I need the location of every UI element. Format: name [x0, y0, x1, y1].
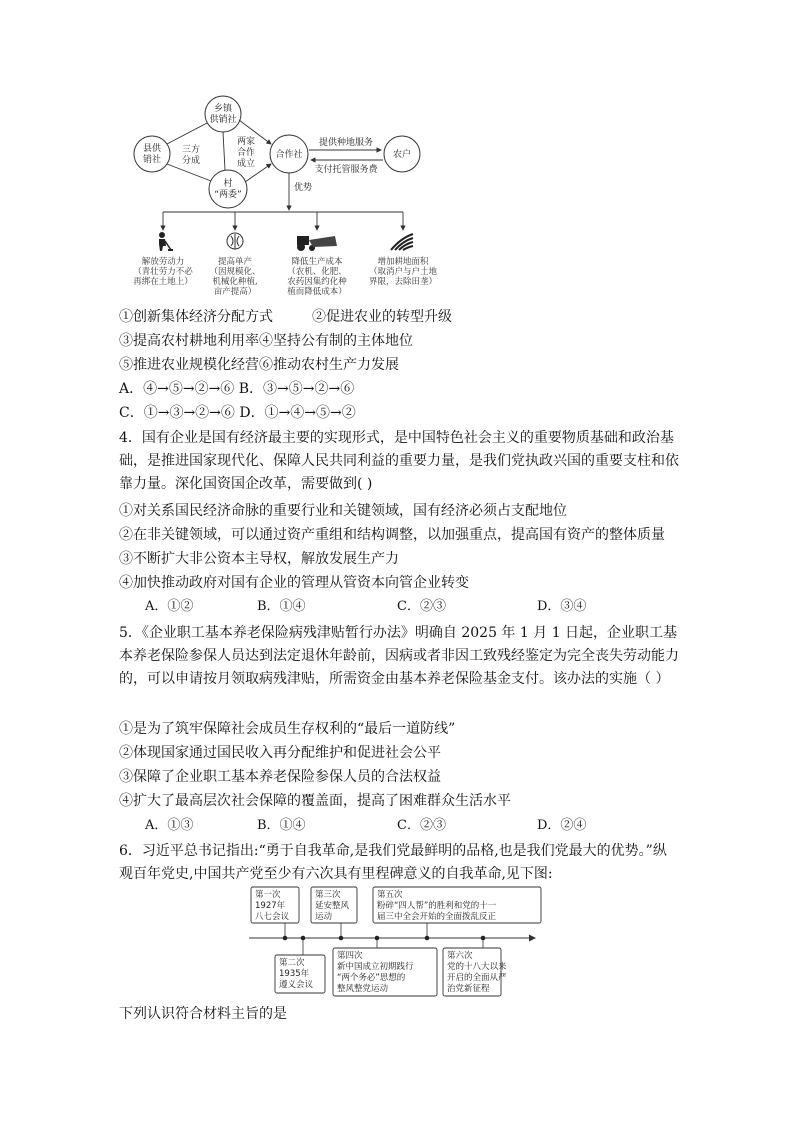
node-county-l1: 县供: [142, 144, 162, 154]
self-revolution-timeline: [245, 885, 545, 1000]
tl-3-l3: 运动: [315, 912, 333, 922]
q6-question: 下列认识符合材料主旨的是: [119, 1006, 287, 1022]
edge-provide: 提供种地服务: [318, 138, 374, 148]
tl-2-l1: 第二次: [279, 958, 305, 968]
benefit-3-l4: 植而降低成本）: [287, 287, 347, 297]
q5-option-c[interactable]: C．②③: [397, 818, 446, 833]
edge-two-found-l2: 合作: [236, 148, 256, 158]
tl-3-l2: 延安整风: [315, 901, 350, 911]
benefit-2-l4: 亩产提高）: [213, 287, 257, 297]
tl-1-l3: 八七会议: [255, 912, 290, 922]
node-coop: 合作社: [275, 150, 303, 160]
q5-item-4: ④扩大了最高层次社会保障的覆盖面，提高了困难群众生活水平: [119, 793, 511, 809]
q4-option-c[interactable]: C．②③: [397, 599, 446, 614]
q4-option-d[interactable]: D．③④: [537, 599, 587, 614]
tl-4-l1: 第四次: [337, 951, 363, 961]
tl-4-l2: 新中国成立初期践行: [337, 962, 414, 972]
benefit-3-l2: （农机、化肥、: [287, 267, 347, 277]
q5-item-2: ②体现国家通过国民收入再分配维护和促进社会公平: [119, 745, 441, 761]
tl-3-l1: 第三次: [315, 890, 341, 900]
edge-two-found-l3: 成立: [236, 159, 256, 169]
benefit-3-l3: 农药因集约化种: [287, 277, 347, 287]
node-township-l1: 乡镇: [213, 104, 233, 114]
q5-item-1: ①是为了筑牢保障社会成员生存权利的“最后一道防线”: [119, 721, 456, 737]
node-village-l1: 村: [223, 179, 233, 189]
q3-item-2: ②促进农业的转型升级: [312, 309, 452, 325]
tl-5-l1: 第五次: [377, 890, 403, 900]
q5-option-d[interactable]: D．②④: [537, 818, 587, 833]
benefit-4-title: 增加耕地面积: [377, 257, 429, 267]
q5-option-b[interactable]: B．①④: [257, 818, 306, 833]
tl-6-l2: 党的十八大以来: [447, 962, 507, 972]
benefit-2-l3: 机械化种植,: [212, 277, 258, 287]
q4-item-3: ③不断扩大非公资本主导权，解放发展生产力: [119, 551, 399, 567]
q5-item-3: ③保障了企业职工基本养老保险参保人员的合法权益: [119, 769, 441, 785]
benefit-1-l2: （青壮劳力不必: [133, 267, 193, 277]
benefit-4-l3: 界限，去除田垄）: [368, 277, 438, 287]
node-village-l2: “两委”: [214, 190, 242, 200]
q4-option-b[interactable]: B．①④: [257, 599, 306, 614]
q4-option-a[interactable]: A．①②: [145, 599, 194, 614]
q4-item-4: ④加快推动政府对国有企业的管理从管资本向管企业转变: [119, 575, 469, 591]
node-farmer: 农户: [392, 150, 412, 160]
tl-4-l4: 整风整党运动: [337, 984, 389, 994]
edge-two-found-l1: 两家: [236, 137, 256, 147]
q3-item-3-4: ③提高农村耕地利用率④坚持公有制的主体地位: [119, 333, 413, 349]
q5-option-a[interactable]: A．①③: [145, 818, 194, 833]
tl-6-l1: 第六次: [447, 951, 473, 961]
tl-2-l2: 1935年: [279, 969, 310, 979]
tl-5-l3: 届三中全会开始的全面拨乱反正: [377, 912, 497, 922]
cooperative-diagram: [125, 92, 455, 307]
node-county-l2: 销社: [142, 155, 162, 165]
edge-pay: 支付托管服务费: [314, 165, 378, 175]
node-township-l2: 供销社: [209, 115, 237, 125]
tl-1-l1: 第一次: [255, 890, 281, 900]
benefit-2-title: 提高单产: [217, 257, 253, 267]
q3-options-cd: C．①→③→②→⑥ D．①→④→⑤→②: [119, 405, 356, 421]
tl-1-l2: 1927年: [255, 901, 286, 911]
edge-tripartite-l2: 分成: [181, 156, 201, 166]
q3-item-5-6: ⑤推进农业规模化经营⑥推动农村生产力发展: [119, 357, 399, 373]
benefit-1-title: 解放劳动力: [141, 257, 185, 267]
grain-icon: [227, 233, 243, 249]
q4-item-2: ②在非关键领域，可以通过资产重组和结构调整，以加强重点，提高国有资产的整体质量: [119, 527, 665, 543]
benefit-1-l3: 再绑在土地上）: [133, 277, 193, 287]
q4-item-1: ①对关系国民经济命脉的重要行业和关键领域，国有经济必须占支配地位: [119, 503, 567, 519]
q3-item-1: ①创新集体经济分配方式: [119, 309, 273, 325]
worker-icon: [159, 232, 173, 251]
edge-advantage: 优势: [293, 183, 313, 193]
tl-6-l4: 治党新征程: [447, 984, 490, 994]
tl-4-l3: “两个务必”思想的: [337, 973, 406, 983]
tl-6-l3: 开启的全面从严: [447, 973, 507, 983]
tl-2-l3: 遵义会议: [279, 980, 314, 990]
edge-tripartite-l1: 三方: [181, 145, 201, 155]
tl-5-l2: 粉碎“四人帮”的胜利和党的十一: [377, 901, 497, 911]
q6-stem: 6．习近平总书记指出:“勇于自我革命,是我们党最鲜明的品格,也是我们党最大的优势。”纵观百年党史,中国共产党至少有六次具有里程碑意义的自我革命,见下图:: [119, 843, 667, 882]
benefit-4-l2: （取消户与户土地: [368, 267, 438, 277]
q5-stem: 5．《企业职工基本养老保险病残津贴暂行办法》明确自 2025 年 1 月 1 日起，企业职工基本养老保险参保人员达到法定退休年龄前，因病或者非因工致残经鉴定为完全丧失劳动能力的，可以申请按月领取病残津贴，所需资金由基本养老保险基金支付。该办法的实施（ ）: [119, 625, 679, 687]
field-icon: [391, 234, 413, 250]
q4-stem: 4．国有企业是国有经济最主要的实现形式，是中国特色社会主义的重要物质基础和政治基础，是推进国家现代化、保障人民共同利益的重要力量，是我们党执政兴国的重要支柱和依靠力量。深化国资国企改革，需要做到( ): [119, 430, 679, 492]
tractor-icon: [297, 236, 337, 251]
benefit-3-title: 降低生产成本: [291, 257, 343, 267]
benefit-2-l2: （因规模化、: [209, 267, 261, 277]
q3-options-ab: A．④→⑤→②→⑥ B．③→⑤→②→⑥: [119, 381, 355, 397]
